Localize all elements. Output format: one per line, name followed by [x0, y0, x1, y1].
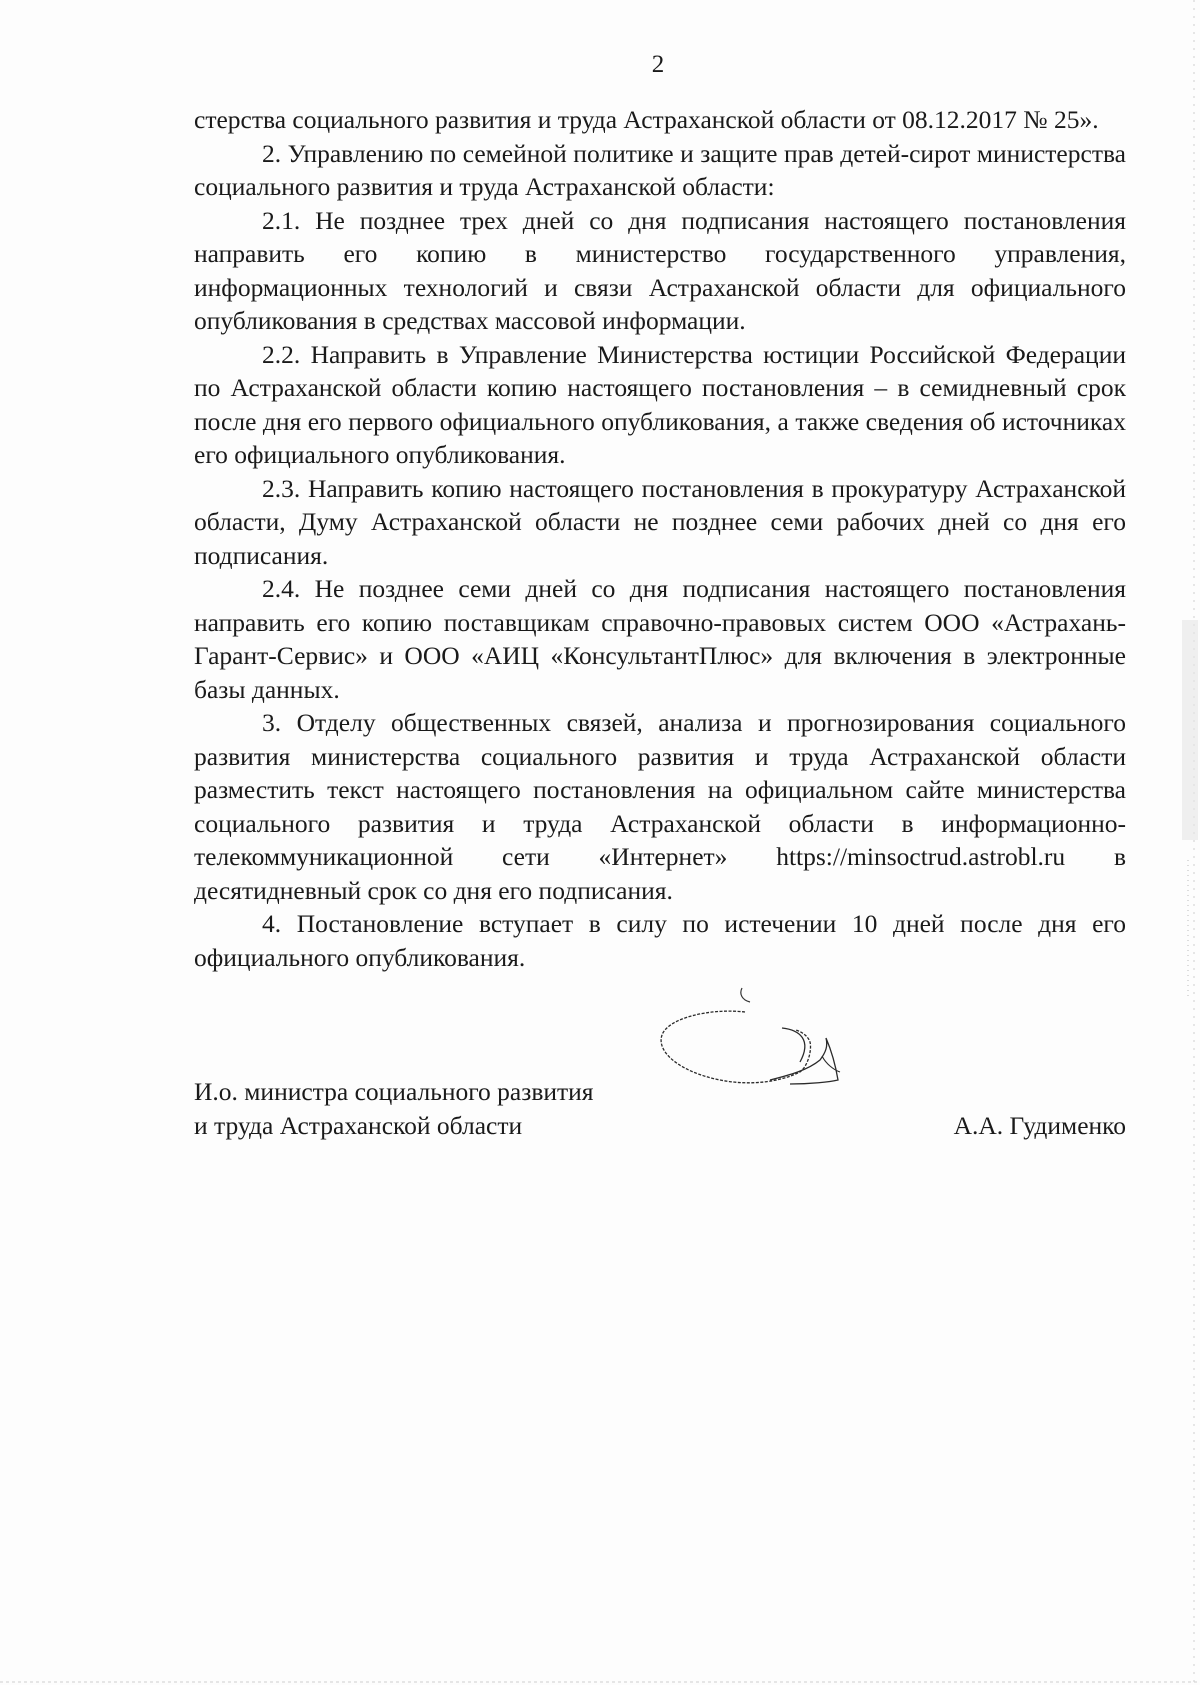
document-body: [194, 103, 1126, 974]
paragraph-item-2: 2. Управлению по семейной политике и защите прав детей-сирот министерства социального развития и труда Астраханской области:: [194, 138, 1126, 201]
signatory-position-line1: И.о. министра социального развития: [194, 1077, 594, 1106]
page-number: 2: [651, 51, 665, 78]
handwritten-signature: [650, 980, 850, 1120]
scan-bottom-edge-artifact: [0, 1679, 1200, 1685]
signatory-position: [194, 1075, 594, 1142]
paragraph-item-3: 3. Отделу общественных связей, анализа и прогнозирования социального развития министерства социального развития и труда Астраханской области разместить текст настоящего постановления на официальном сайте министерства социального развития и труда Астраханской области в информационно-телекоммуникационной сети «Интернет» https://minsoctrud.astrobl.ru в десятидневный срок со дня его подписания.: [194, 708, 1126, 905]
paragraph-item-2-3: 2.3. Направить копию настоящего постановления в прокуратуру Астраханской области, Думу Астраханской области не позднее семи рабочих дней со дня его подписания.: [194, 473, 1126, 570]
signatory-position-line2: и труда Астраханской области: [194, 1110, 523, 1140]
paragraph-item-4: 4. Постановление вступает в силу по истечении 10 дней после дня его официального опубликования.: [194, 909, 1126, 972]
paragraph-item-2-1: 2.1. Не позднее трех дней со дня подписания настоящего постановления направить его копию в министерство государственного управления, информационных технологий и связи Астраханской области для официального опубликования в средствах массовой информации.: [194, 205, 1126, 335]
signatory-name: А.А. Гудименко: [953, 1110, 1126, 1140]
paragraph-item-2-2: 2.2. Направить в Управление Министерства юстиции Российской Федерации по Астраханской области копию настоящего постановления – в семидневный срок после дня его первого официального опубликования, а также сведения об источниках его официального опубликования.: [194, 339, 1126, 469]
scan-edge-artifact: [1180, 0, 1200, 1685]
paragraph-continuation: стерства социального развития и труда Астраханской области от 08.12.2017 № 25».: [194, 105, 1099, 134]
paragraph-item-2-4: 2.4. Не позднее семи дней со дня подписания настоящего постановления направить его копию поставщикам справочно-правовых систем ООО «Астрахань-Гарант-Сервис» и ООО «АИЦ «КонсультантПлюс» для включения в электронные базы данных.: [194, 574, 1126, 704]
